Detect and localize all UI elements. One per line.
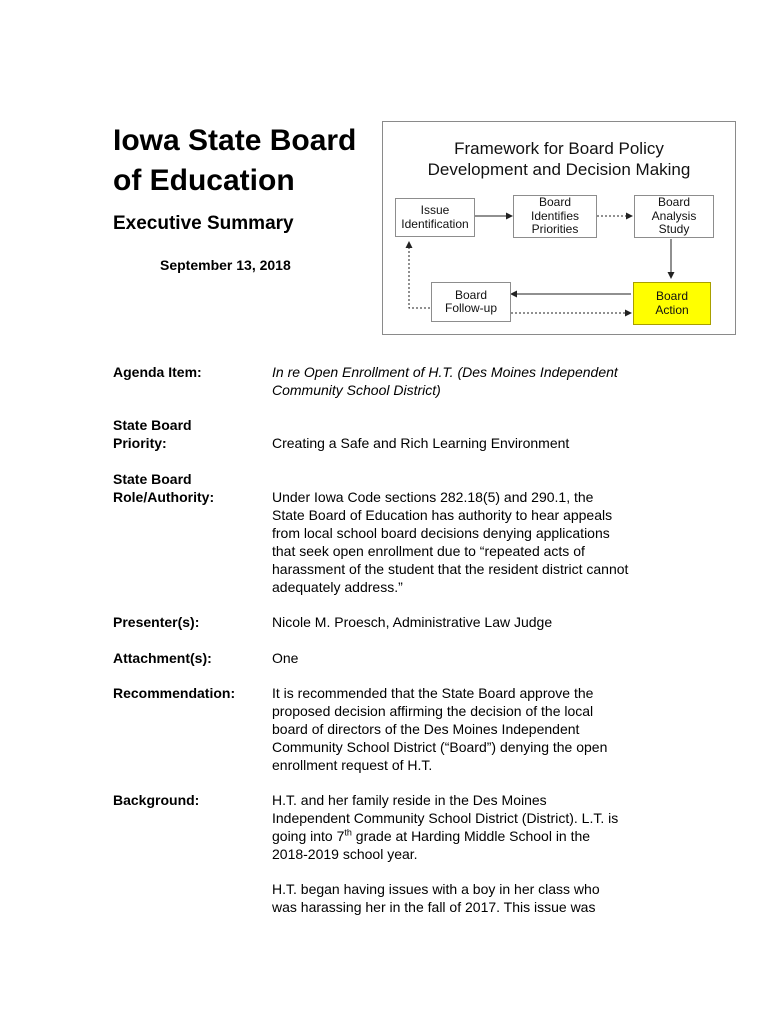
title-line-1: Iowa State Board [113,124,357,157]
role-authority-value: Under Iowa Code sections 282.18(5) and 290.1, the State Board of Education has authority to hear appeals from local school board decisions denying applications that seek open enrollment due to “repeated acts of harassment of the student that the resident district cannot adequately address.” [272,489,629,595]
priority-value: Creating a Safe and Rich Learning Environment [272,435,570,451]
arrow-followup-to-issue [409,242,430,308]
title-line-2: of Education [113,164,295,197]
meeting-date: September 13, 2018 [160,257,291,273]
agenda-item-label: Agenda Item: [113,364,202,380]
box-issue-identification: Issue Identification [395,198,475,237]
box-board-identifies-priorities: Board Identifies Priorities [513,195,597,238]
box-board-analysis-study: Board Analysis Study [634,195,714,238]
attachments-label: Attachment(s): [113,650,212,666]
recommendation-value: It is recommended that the State Board approve the proposed decision affirming the decision of the local board of directors of the Des Moines Independent Community School District (“Board”) denying the open enrollment request of H.T. [272,685,608,773]
presenter-label: Presenter(s): [113,614,200,630]
background-paragraph-1: H.T. and her family reside in the Des Moines Independent Community School District (District). L.T. is going into 7th grade at Harding Middle School in the 2018-2019 school year. [272,792,619,862]
recommendation-label: Recommendation: [113,685,236,701]
agenda-item-value: In re Open Enrollment of H.T. (Des Moines Independent Community School District) [272,364,618,398]
framework-diagram [382,121,736,335]
framework-title: Framework for Board Policy Development and Decision Making [427,139,691,179]
attachments-value: One [272,650,299,666]
executive-summary-heading: Executive Summary [113,213,294,234]
background-label: Background: [113,792,200,808]
background-paragraph-2: H.T. began having issues with a boy in her class who was harassing her in the fall of 2017. This issue was [272,881,600,915]
priority-label: State Board Priority: [113,417,192,451]
box-board-follow-up: Board Follow-up [431,282,511,322]
page-title [113,121,383,201]
box-board-action: Board Action [633,282,711,325]
presenter-value: Nicole M. Proesch, Administrative Law Judge [272,614,553,630]
role-authority-label: State Board Role/Authority: [113,471,215,505]
